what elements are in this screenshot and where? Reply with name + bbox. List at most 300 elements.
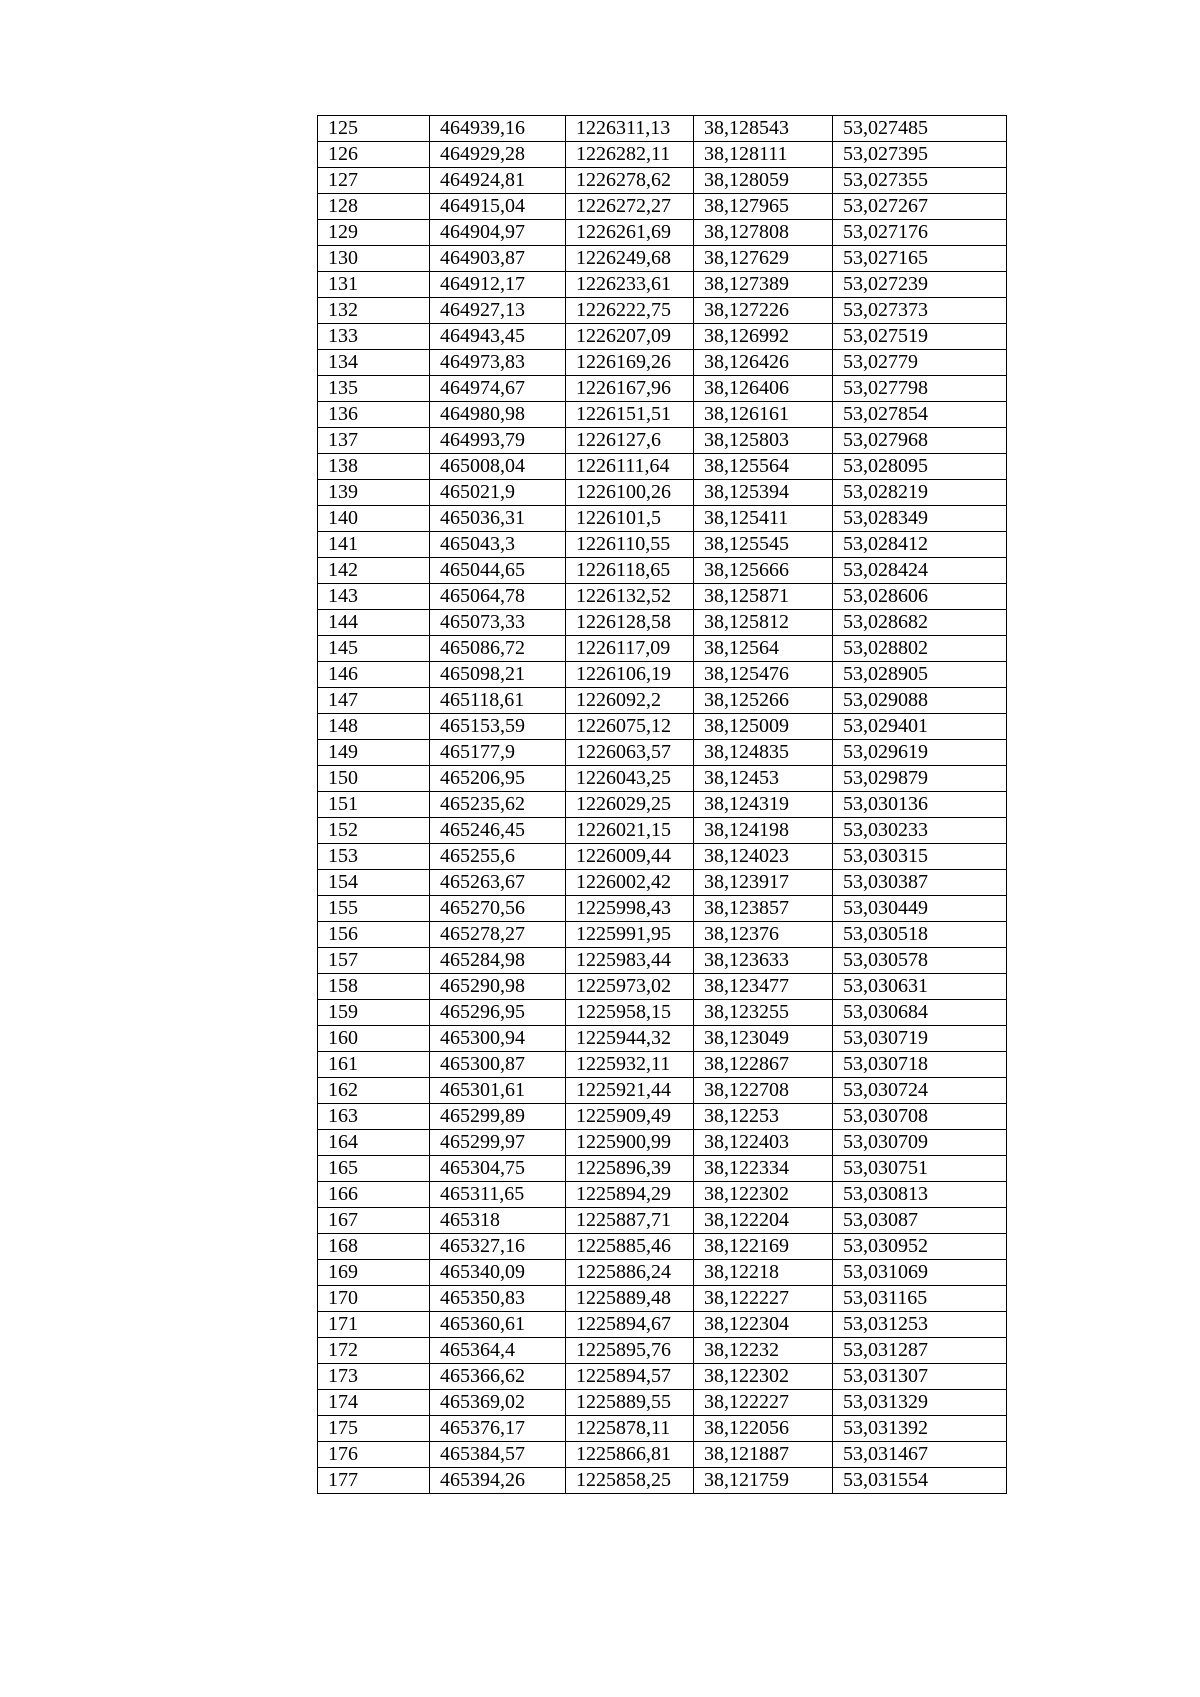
longitude-cell: 38,122227 — [694, 1390, 833, 1416]
latitude-cell: 53,030813 — [833, 1182, 1007, 1208]
longitude-cell: 38,127629 — [694, 246, 833, 272]
table-row — [318, 1052, 1007, 1078]
latitude-cell: 53,027239 — [833, 272, 1007, 298]
table-row — [318, 1416, 1007, 1442]
x-coordinate-cell: 465301,61 — [430, 1078, 566, 1104]
x-coordinate-cell: 464924,81 — [430, 168, 566, 194]
latitude-cell: 53,031329 — [833, 1390, 1007, 1416]
table-row — [318, 402, 1007, 428]
y-coordinate-cell: 1226101,5 — [566, 506, 694, 532]
latitude-cell: 53,031392 — [833, 1416, 1007, 1442]
longitude-cell: 38,122302 — [694, 1182, 833, 1208]
latitude-cell: 53,031165 — [833, 1286, 1007, 1312]
x-coordinate-cell: 465369,02 — [430, 1390, 566, 1416]
y-coordinate-cell: 1225894,57 — [566, 1364, 694, 1390]
latitude-cell: 53,027355 — [833, 168, 1007, 194]
longitude-cell: 38,125803 — [694, 428, 833, 454]
point-number-cell: 158 — [318, 974, 430, 1000]
longitude-cell: 38,125476 — [694, 662, 833, 688]
latitude-cell: 53,028095 — [833, 454, 1007, 480]
y-coordinate-cell: 1226311,13 — [566, 116, 694, 142]
table-row — [318, 1182, 1007, 1208]
x-coordinate-cell: 464993,79 — [430, 428, 566, 454]
point-number-cell: 170 — [318, 1286, 430, 1312]
y-coordinate-cell: 1226132,52 — [566, 584, 694, 610]
table-row — [318, 376, 1007, 402]
table-row — [318, 1234, 1007, 1260]
longitude-cell: 38,122708 — [694, 1078, 833, 1104]
y-coordinate-cell: 1225944,32 — [566, 1026, 694, 1052]
y-coordinate-cell: 1225858,25 — [566, 1468, 694, 1494]
point-number-cell: 126 — [318, 142, 430, 168]
x-coordinate-cell: 465270,56 — [430, 896, 566, 922]
y-coordinate-cell: 1226009,44 — [566, 844, 694, 870]
x-coordinate-cell: 465008,04 — [430, 454, 566, 480]
y-coordinate-cell: 1226169,26 — [566, 350, 694, 376]
x-coordinate-cell: 465118,61 — [430, 688, 566, 714]
longitude-cell: 38,123917 — [694, 870, 833, 896]
y-coordinate-cell: 1225889,48 — [566, 1286, 694, 1312]
longitude-cell: 38,12253 — [694, 1104, 833, 1130]
y-coordinate-cell: 1225866,81 — [566, 1442, 694, 1468]
latitude-cell: 53,030709 — [833, 1130, 1007, 1156]
point-number-cell: 144 — [318, 610, 430, 636]
latitude-cell: 53,028424 — [833, 558, 1007, 584]
y-coordinate-cell: 1225983,44 — [566, 948, 694, 974]
point-number-cell: 138 — [318, 454, 430, 480]
table-row — [318, 1208, 1007, 1234]
latitude-cell: 53,027854 — [833, 402, 1007, 428]
longitude-cell: 38,122867 — [694, 1052, 833, 1078]
latitude-cell: 53,028412 — [833, 532, 1007, 558]
point-number-cell: 163 — [318, 1104, 430, 1130]
table-row — [318, 350, 1007, 376]
longitude-cell: 38,124319 — [694, 792, 833, 818]
latitude-cell: 53,029401 — [833, 714, 1007, 740]
point-number-cell: 151 — [318, 792, 430, 818]
longitude-cell: 38,12453 — [694, 766, 833, 792]
point-number-cell: 168 — [318, 1234, 430, 1260]
y-coordinate-cell: 1226207,09 — [566, 324, 694, 350]
y-coordinate-cell: 1226128,58 — [566, 610, 694, 636]
table-row — [318, 792, 1007, 818]
table-row — [318, 1260, 1007, 1286]
longitude-cell: 38,122056 — [694, 1416, 833, 1442]
latitude-cell: 53,030708 — [833, 1104, 1007, 1130]
x-coordinate-cell: 465366,62 — [430, 1364, 566, 1390]
y-coordinate-cell: 1225896,39 — [566, 1156, 694, 1182]
x-coordinate-cell: 465043,3 — [430, 532, 566, 558]
longitude-cell: 38,123255 — [694, 1000, 833, 1026]
table-row — [318, 974, 1007, 1000]
point-number-cell: 125 — [318, 116, 430, 142]
x-coordinate-cell: 465340,09 — [430, 1260, 566, 1286]
x-coordinate-cell: 465255,6 — [430, 844, 566, 870]
point-number-cell: 156 — [318, 922, 430, 948]
latitude-cell: 53,03087 — [833, 1208, 1007, 1234]
x-coordinate-cell: 464939,16 — [430, 116, 566, 142]
point-number-cell: 162 — [318, 1078, 430, 1104]
longitude-cell: 38,125411 — [694, 506, 833, 532]
point-number-cell: 136 — [318, 402, 430, 428]
latitude-cell: 53,031307 — [833, 1364, 1007, 1390]
y-coordinate-cell: 1226110,55 — [566, 532, 694, 558]
longitude-cell: 38,122169 — [694, 1234, 833, 1260]
longitude-cell: 38,125666 — [694, 558, 833, 584]
table-row — [318, 662, 1007, 688]
point-number-cell: 131 — [318, 272, 430, 298]
longitude-cell: 38,125564 — [694, 454, 833, 480]
table-row — [318, 740, 1007, 766]
latitude-cell: 53,030578 — [833, 948, 1007, 974]
latitude-cell: 53,031253 — [833, 1312, 1007, 1338]
point-number-cell: 174 — [318, 1390, 430, 1416]
point-number-cell: 128 — [318, 194, 430, 220]
point-number-cell: 173 — [318, 1364, 430, 1390]
point-number-cell: 155 — [318, 896, 430, 922]
table-row — [318, 220, 1007, 246]
x-coordinate-cell: 464943,45 — [430, 324, 566, 350]
table-row — [318, 1104, 1007, 1130]
latitude-cell: 53,027968 — [833, 428, 1007, 454]
table-row — [318, 480, 1007, 506]
y-coordinate-cell: 1226249,68 — [566, 246, 694, 272]
point-number-cell: 141 — [318, 532, 430, 558]
x-coordinate-cell: 465290,98 — [430, 974, 566, 1000]
longitude-cell: 38,123477 — [694, 974, 833, 1000]
table-row — [318, 1286, 1007, 1312]
table-row — [318, 896, 1007, 922]
table-row — [318, 948, 1007, 974]
y-coordinate-cell: 1226002,42 — [566, 870, 694, 896]
latitude-cell: 53,027176 — [833, 220, 1007, 246]
table-row — [318, 1338, 1007, 1364]
table-row — [318, 116, 1007, 142]
latitude-cell: 53,030631 — [833, 974, 1007, 1000]
point-number-cell: 139 — [318, 480, 430, 506]
table-row — [318, 584, 1007, 610]
y-coordinate-cell: 1225991,95 — [566, 922, 694, 948]
y-coordinate-cell: 1226117,09 — [566, 636, 694, 662]
y-coordinate-cell: 1225900,99 — [566, 1130, 694, 1156]
y-coordinate-cell: 1225886,24 — [566, 1260, 694, 1286]
point-number-cell: 176 — [318, 1442, 430, 1468]
table-row — [318, 298, 1007, 324]
x-coordinate-cell: 465300,87 — [430, 1052, 566, 1078]
table-row — [318, 1468, 1007, 1494]
longitude-cell: 38,12218 — [694, 1260, 833, 1286]
longitude-cell: 38,122302 — [694, 1364, 833, 1390]
table-row — [318, 454, 1007, 480]
table-row — [318, 688, 1007, 714]
x-coordinate-cell: 465364,4 — [430, 1338, 566, 1364]
table-row — [318, 1364, 1007, 1390]
y-coordinate-cell: 1225998,43 — [566, 896, 694, 922]
longitude-cell: 38,123633 — [694, 948, 833, 974]
x-coordinate-cell: 464927,13 — [430, 298, 566, 324]
longitude-cell: 38,126406 — [694, 376, 833, 402]
y-coordinate-cell: 1225932,11 — [566, 1052, 694, 1078]
longitude-cell: 38,125266 — [694, 688, 833, 714]
x-coordinate-cell: 464915,04 — [430, 194, 566, 220]
x-coordinate-cell: 465235,62 — [430, 792, 566, 818]
longitude-cell: 38,12232 — [694, 1338, 833, 1364]
y-coordinate-cell: 1225894,29 — [566, 1182, 694, 1208]
longitude-cell: 38,121887 — [694, 1442, 833, 1468]
coordinates-table-body — [318, 116, 1007, 1494]
x-coordinate-cell: 465350,83 — [430, 1286, 566, 1312]
point-number-cell: 160 — [318, 1026, 430, 1052]
table-row — [318, 1312, 1007, 1338]
x-coordinate-cell: 464912,17 — [430, 272, 566, 298]
longitude-cell: 38,125812 — [694, 610, 833, 636]
longitude-cell: 38,124198 — [694, 818, 833, 844]
longitude-cell: 38,125871 — [694, 584, 833, 610]
x-coordinate-cell: 465036,31 — [430, 506, 566, 532]
longitude-cell: 38,121759 — [694, 1468, 833, 1494]
table-row — [318, 168, 1007, 194]
table-row — [318, 818, 1007, 844]
latitude-cell: 53,029879 — [833, 766, 1007, 792]
point-number-cell: 165 — [318, 1156, 430, 1182]
table-row — [318, 1156, 1007, 1182]
point-number-cell: 177 — [318, 1468, 430, 1494]
y-coordinate-cell: 1226106,19 — [566, 662, 694, 688]
y-coordinate-cell: 1226167,96 — [566, 376, 694, 402]
point-number-cell: 149 — [318, 740, 430, 766]
point-number-cell: 153 — [318, 844, 430, 870]
x-coordinate-cell: 464903,87 — [430, 246, 566, 272]
latitude-cell: 53,030136 — [833, 792, 1007, 818]
longitude-cell: 38,127808 — [694, 220, 833, 246]
table-row — [318, 506, 1007, 532]
longitude-cell: 38,123857 — [694, 896, 833, 922]
latitude-cell: 53,030518 — [833, 922, 1007, 948]
latitude-cell: 53,027485 — [833, 116, 1007, 142]
table-row — [318, 324, 1007, 350]
point-number-cell: 161 — [318, 1052, 430, 1078]
y-coordinate-cell: 1226075,12 — [566, 714, 694, 740]
y-coordinate-cell: 1225878,11 — [566, 1416, 694, 1442]
latitude-cell: 53,031069 — [833, 1260, 1007, 1286]
longitude-cell: 38,126426 — [694, 350, 833, 376]
x-coordinate-cell: 465299,89 — [430, 1104, 566, 1130]
x-coordinate-cell: 465044,65 — [430, 558, 566, 584]
y-coordinate-cell: 1226233,61 — [566, 272, 694, 298]
latitude-cell: 53,029619 — [833, 740, 1007, 766]
table-row — [318, 142, 1007, 168]
x-coordinate-cell: 465021,9 — [430, 480, 566, 506]
point-number-cell: 127 — [318, 168, 430, 194]
x-coordinate-cell: 465304,75 — [430, 1156, 566, 1182]
y-coordinate-cell: 1226063,57 — [566, 740, 694, 766]
longitude-cell: 38,125009 — [694, 714, 833, 740]
latitude-cell: 53,028905 — [833, 662, 1007, 688]
longitude-cell: 38,126992 — [694, 324, 833, 350]
x-coordinate-cell: 465299,97 — [430, 1130, 566, 1156]
x-coordinate-cell: 465206,95 — [430, 766, 566, 792]
latitude-cell: 53,030718 — [833, 1052, 1007, 1078]
latitude-cell: 53,029088 — [833, 688, 1007, 714]
coordinates-table — [317, 115, 1007, 1494]
latitude-cell: 53,027267 — [833, 194, 1007, 220]
y-coordinate-cell: 1226278,62 — [566, 168, 694, 194]
table-row — [318, 1442, 1007, 1468]
x-coordinate-cell: 465384,57 — [430, 1442, 566, 1468]
x-coordinate-cell: 464973,83 — [430, 350, 566, 376]
latitude-cell: 53,030952 — [833, 1234, 1007, 1260]
y-coordinate-cell: 1226111,64 — [566, 454, 694, 480]
table-row — [318, 1026, 1007, 1052]
point-number-cell: 137 — [318, 428, 430, 454]
x-coordinate-cell: 465073,33 — [430, 610, 566, 636]
x-coordinate-cell: 465064,78 — [430, 584, 566, 610]
longitude-cell: 38,124835 — [694, 740, 833, 766]
point-number-cell: 154 — [318, 870, 430, 896]
point-number-cell: 147 — [318, 688, 430, 714]
longitude-cell: 38,123049 — [694, 1026, 833, 1052]
table-row — [318, 714, 1007, 740]
table-row — [318, 1078, 1007, 1104]
latitude-cell: 53,031554 — [833, 1468, 1007, 1494]
longitude-cell: 38,126161 — [694, 402, 833, 428]
longitude-cell: 38,122403 — [694, 1130, 833, 1156]
x-coordinate-cell: 465177,9 — [430, 740, 566, 766]
y-coordinate-cell: 1226118,65 — [566, 558, 694, 584]
y-coordinate-cell: 1225894,67 — [566, 1312, 694, 1338]
x-coordinate-cell: 465376,17 — [430, 1416, 566, 1442]
longitude-cell: 38,122304 — [694, 1312, 833, 1338]
y-coordinate-cell: 1226127,6 — [566, 428, 694, 454]
x-coordinate-cell: 465327,16 — [430, 1234, 566, 1260]
latitude-cell: 53,028682 — [833, 610, 1007, 636]
y-coordinate-cell: 1225909,49 — [566, 1104, 694, 1130]
x-coordinate-cell: 465278,27 — [430, 922, 566, 948]
latitude-cell: 53,027395 — [833, 142, 1007, 168]
table-row — [318, 766, 1007, 792]
latitude-cell: 53,027519 — [833, 324, 1007, 350]
latitude-cell: 53,027373 — [833, 298, 1007, 324]
longitude-cell: 38,128059 — [694, 168, 833, 194]
x-coordinate-cell: 465311,65 — [430, 1182, 566, 1208]
point-number-cell: 134 — [318, 350, 430, 376]
table-row — [318, 1000, 1007, 1026]
table-row — [318, 870, 1007, 896]
table-row — [318, 194, 1007, 220]
point-number-cell: 150 — [318, 766, 430, 792]
longitude-cell: 38,125394 — [694, 480, 833, 506]
latitude-cell: 53,02779 — [833, 350, 1007, 376]
y-coordinate-cell: 1225958,15 — [566, 1000, 694, 1026]
y-coordinate-cell: 1226261,69 — [566, 220, 694, 246]
longitude-cell: 38,12376 — [694, 922, 833, 948]
latitude-cell: 53,030719 — [833, 1026, 1007, 1052]
latitude-cell: 53,028349 — [833, 506, 1007, 532]
x-coordinate-cell: 464980,98 — [430, 402, 566, 428]
y-coordinate-cell: 1226021,15 — [566, 818, 694, 844]
point-number-cell: 157 — [318, 948, 430, 974]
y-coordinate-cell: 1225889,55 — [566, 1390, 694, 1416]
longitude-cell: 38,128111 — [694, 142, 833, 168]
table-row — [318, 1390, 1007, 1416]
y-coordinate-cell: 1225885,46 — [566, 1234, 694, 1260]
point-number-cell: 172 — [318, 1338, 430, 1364]
table-row — [318, 532, 1007, 558]
table-row — [318, 844, 1007, 870]
longitude-cell: 38,12564 — [694, 636, 833, 662]
y-coordinate-cell: 1226092,2 — [566, 688, 694, 714]
point-number-cell: 143 — [318, 584, 430, 610]
point-number-cell: 133 — [318, 324, 430, 350]
y-coordinate-cell: 1225895,76 — [566, 1338, 694, 1364]
x-coordinate-cell: 464929,28 — [430, 142, 566, 168]
longitude-cell: 38,122204 — [694, 1208, 833, 1234]
x-coordinate-cell: 465300,94 — [430, 1026, 566, 1052]
table-row — [318, 1130, 1007, 1156]
point-number-cell: 146 — [318, 662, 430, 688]
table-row — [318, 428, 1007, 454]
longitude-cell: 38,127965 — [694, 194, 833, 220]
longitude-cell: 38,124023 — [694, 844, 833, 870]
point-number-cell: 130 — [318, 246, 430, 272]
y-coordinate-cell: 1226272,27 — [566, 194, 694, 220]
table-row — [318, 272, 1007, 298]
table-row — [318, 636, 1007, 662]
x-coordinate-cell: 465246,45 — [430, 818, 566, 844]
point-number-cell: 164 — [318, 1130, 430, 1156]
point-number-cell: 148 — [318, 714, 430, 740]
table-row — [318, 246, 1007, 272]
latitude-cell: 53,030751 — [833, 1156, 1007, 1182]
point-number-cell: 129 — [318, 220, 430, 246]
x-coordinate-cell: 464974,67 — [430, 376, 566, 402]
x-coordinate-cell: 465318 — [430, 1208, 566, 1234]
latitude-cell: 53,030315 — [833, 844, 1007, 870]
latitude-cell: 53,031467 — [833, 1442, 1007, 1468]
point-number-cell: 132 — [318, 298, 430, 324]
y-coordinate-cell: 1226222,75 — [566, 298, 694, 324]
y-coordinate-cell: 1226282,11 — [566, 142, 694, 168]
latitude-cell: 53,030724 — [833, 1078, 1007, 1104]
table-row — [318, 558, 1007, 584]
point-number-cell: 142 — [318, 558, 430, 584]
y-coordinate-cell: 1226151,51 — [566, 402, 694, 428]
point-number-cell: 135 — [318, 376, 430, 402]
point-number-cell: 140 — [318, 506, 430, 532]
point-number-cell: 169 — [318, 1260, 430, 1286]
point-number-cell: 166 — [318, 1182, 430, 1208]
x-coordinate-cell: 465360,61 — [430, 1312, 566, 1338]
x-coordinate-cell: 465086,72 — [430, 636, 566, 662]
latitude-cell: 53,030684 — [833, 1000, 1007, 1026]
table-row — [318, 610, 1007, 636]
longitude-cell: 38,122227 — [694, 1286, 833, 1312]
y-coordinate-cell: 1226029,25 — [566, 792, 694, 818]
table-row — [318, 922, 1007, 948]
x-coordinate-cell: 465263,67 — [430, 870, 566, 896]
latitude-cell: 53,030449 — [833, 896, 1007, 922]
longitude-cell: 38,122334 — [694, 1156, 833, 1182]
point-number-cell: 159 — [318, 1000, 430, 1026]
point-number-cell: 175 — [318, 1416, 430, 1442]
point-number-cell: 167 — [318, 1208, 430, 1234]
point-number-cell: 152 — [318, 818, 430, 844]
latitude-cell: 53,030387 — [833, 870, 1007, 896]
x-coordinate-cell: 465153,59 — [430, 714, 566, 740]
longitude-cell: 38,127226 — [694, 298, 833, 324]
y-coordinate-cell: 1225921,44 — [566, 1078, 694, 1104]
y-coordinate-cell: 1225973,02 — [566, 974, 694, 1000]
